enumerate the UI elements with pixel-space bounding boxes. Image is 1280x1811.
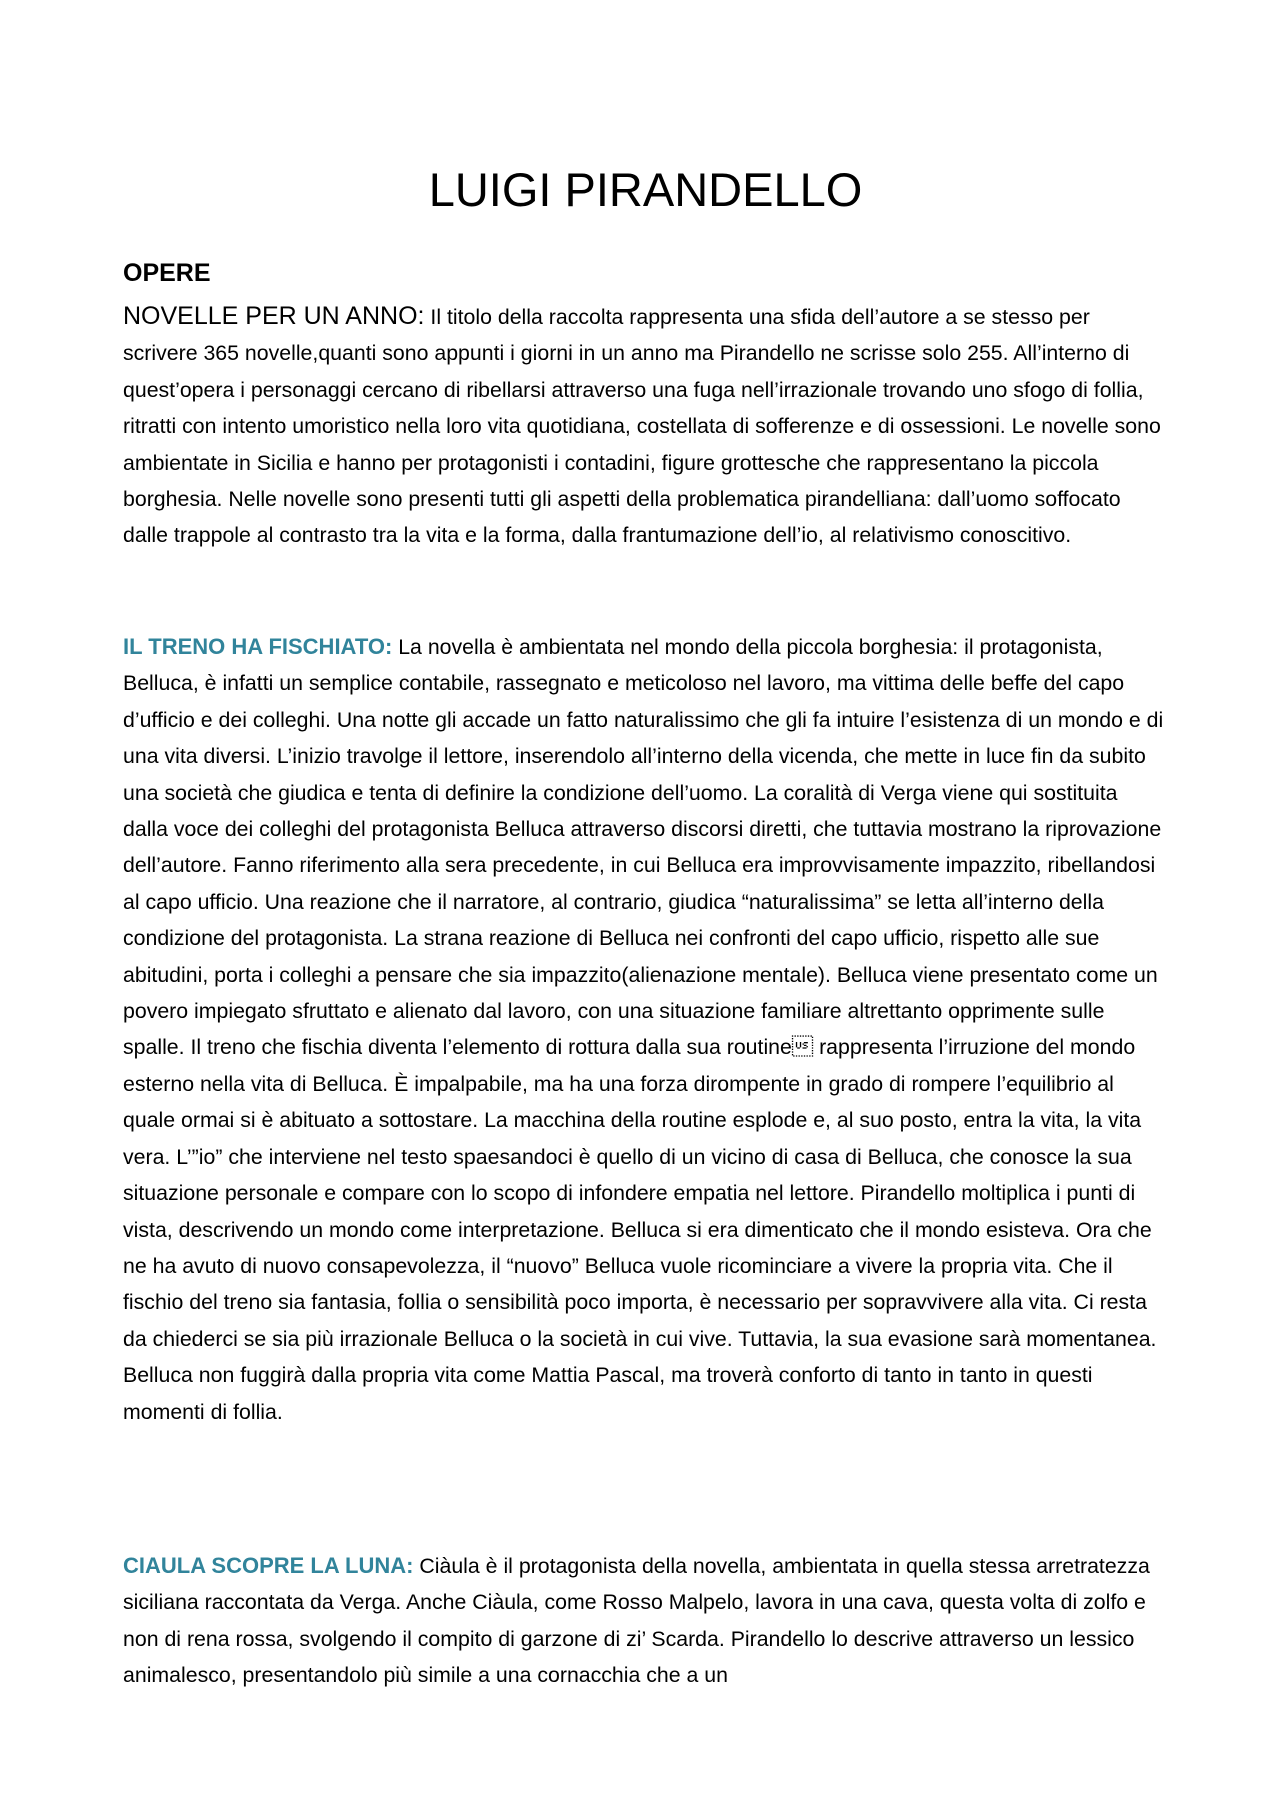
paragraph-text-ciaula: Ciàula è il protagonista della novella, ambientata in quella stessa arretratezza siciliana raccontata da Verga. Anche Ciàula, come Rosso Malpelo, lavora in una cava, questa volta di zolfo e non di rena rossa, svolgendo il compito di garzone di zi’ Scarda. Pirandello lo descrive attraverso un lessico animalesco, presentandolo più simile a una cornacchia che a un [123,1554,1150,1688]
paragraph-text-treno: La novella è ambientata nel mondo della piccola borghesia: il protagonista, Belluca, è infatti un semplice contabile, rassegnato e meticoloso nel lavoro, ma vittima delle beffe del capo d’ufficio e dei colleghi. Una notte gli accade un fatto naturalissimo che gli fa intuire l’esistenza di un mondo e di una vita diversi. L’inizio travolge il lettore, inserendolo all’interno della vicenda, che mette in luce fin da subito una società che giudica e tenta di definire la condizione dell’uomo. La coralità di Verga viene qui sostituita dalla voce dei colleghi del protagonista Belluca attraverso discorsi diretti, che tuttavia mostrano la riprovazione dell’autore. Fanno riferimento alla sera precedente, in cui Belluca era improvvisamente impazzito, ribellandosi al capo ufficio. Una reazione che il narratore, al contrario, giudica “naturalissima” se letta all’interno della condizione del protagonista. La strana reazione di Belluca nei confronti del capo ufficio, rispetto alle sue abitudini, porta i colleghi a pensare che sia impazzito(alienazione mentale). Belluca viene presentato come un povero impiegato sfruttato e alienato dal lavoro, con una situazione familiare altrettanto opprimente sulle spalle. Il treno che fischia diventa l’elemento di rottura dalla sua routine rappresenta l’irruzione del mondo esterno nella vita di Belluca. È impalpabile, ma ha una forza dirompente in grado di rompere l’equilibrio al quale ormai si è abituato a sottostare. La macchina della routine esplode e, al suo posto, entra la vita, la vita vera. L’”io” che interviene nel testo spaesandoci è quello di un vicino di casa di Belluca, che conosce la sua situazione personale e compare con lo scopo di infondere empatia nel lettore. Pirandello moltiplica i punti di vista, descrivendo un mondo come interpretazione. Belluca si era dimenticato che il mondo esisteva. Ora che ne ha avuto di nuovo consapevolezza, il “nuovo” Belluca vuole ricominciare a vivere la propria vita. Che il fischio del treno sia fantasia, follia o sensibilità poco importa, è necessario per sopravvivere alla vita. Ci resta da chiederci se sia più irrazionale Belluca o la società in cui vive. Tuttavia, la sua evasione sarà momentanea. Belluca non fuggirà dalla propria vita come Mattia Pascal, ma troverà conforto di tanto in tanto in questi momenti di follia. [123,635,1164,1424]
section-heading-opere: OPERE [123,259,211,287]
paragraph-text-novelle: Il titolo della raccolta rappresenta una sfida dell’autore a se stesso per scrivere 365 novelle,quanti sono appunti i giorni in un anno ma Pirandello ne scrisse solo 255. All’interno di quest’opera i personaggi cercano di ribellarsi attraverso una fuga nell’irrazionale trovando uno sfogo di follia, ritratti con intento umoristico nella loro vita quotidiana, costellata di sofferenze e di ossessioni. Le novelle sono ambientate in Sicilia e hanno per protagonisti i contadini, figure grottesche che rappresentano la piccola borghesia. Nelle novelle sono presenti tutti gli aspetti della problematica pirandelliana: dall’uomo soffocato dalle trappole al contrasto tra la vita e la forma, dalla frantumazione dell’io, al relativismo conoscitivo. [123,305,1161,548]
paragraph-ciaula-scopre-la-luna [123,1548,1168,1694]
page-title: LUIGI PIRANDELLO [428,163,863,216]
paragraph-novelle-per-un-anno [123,298,1168,554]
paragraph-lead-ciaula: CIAULA SCOPRE LA LUNA: [123,1553,414,1578]
paragraph-lead-novelle: NOVELLE PER UN ANNO: [123,302,425,330]
paragraph-il-treno-ha-fischiato [123,629,1168,1430]
paragraph-lead-treno: IL TRENO HA FISCHIATO: [123,634,393,659]
